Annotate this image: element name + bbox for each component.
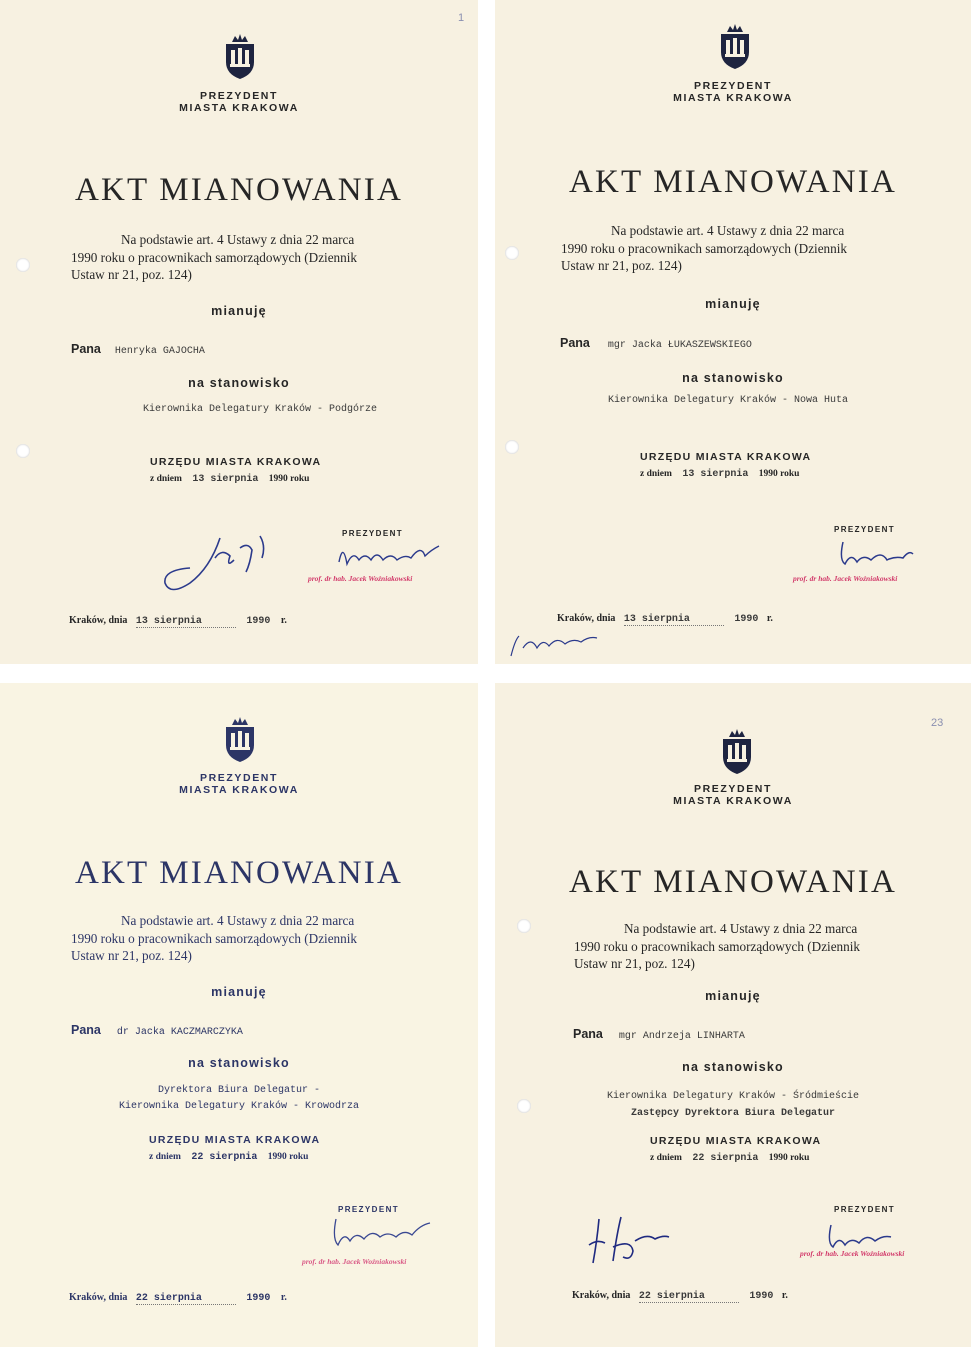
- position-label: na stanowisko: [188, 1056, 290, 1070]
- president-stamp: prof. dr hab. Jacek Woźniakowski: [308, 574, 413, 583]
- position-line: Dyrektora Biura Delegatur -: [157, 1085, 321, 1096]
- appointment-document-3: [0, 683, 478, 1347]
- issuer-line-2: MIASTA KRAKOWA: [179, 784, 299, 796]
- place-year: 1990: [749, 1291, 774, 1302]
- preamble-line: Na podstawie art. 4 Ustawy z dnia 22 marca: [121, 913, 355, 928]
- salutation: Pana: [573, 1027, 603, 1041]
- issuer-line-1: PREZYDENT: [694, 783, 772, 795]
- appointee-line: [71, 340, 205, 358]
- president-signature: [330, 1215, 435, 1251]
- place-and-date: [572, 1290, 788, 1303]
- president-label: PREZYDENT: [834, 525, 896, 534]
- issuer-line-1: PREZYDENT: [200, 772, 278, 784]
- document-title: AKT MIANOWANIA: [568, 164, 898, 200]
- place-date: 13 sierpnia: [136, 616, 236, 628]
- punch-hole: [505, 440, 519, 454]
- president-stamp: prof. dr hab. Jacek Woźniakowski: [800, 1249, 905, 1258]
- krakow-coat-of-arms-icon: [717, 22, 753, 70]
- archive-number: 23: [931, 717, 944, 729]
- place-year: 1990: [734, 614, 759, 625]
- place-prefix: Kraków, dnia: [69, 1292, 128, 1303]
- effective-date: [149, 1152, 308, 1163]
- preamble-line: 1990 roku o pracownikach samorządowych (Dziennik: [71, 930, 358, 946]
- appointee-name: mgr Jacka ŁUKASZEWSKIEGO: [607, 340, 752, 351]
- appointee-line: [573, 1025, 745, 1043]
- place-suffix: r.: [766, 613, 773, 624]
- appointee-name: mgr Andrzeja LINHARTA: [618, 1031, 745, 1042]
- president-label: PREZYDENT: [342, 529, 404, 538]
- appointee-line: [71, 1021, 243, 1039]
- place-prefix: Kraków, dnia: [572, 1290, 631, 1301]
- preamble-line: 1990 roku o pracownikach samorządowych (Dziennik: [71, 249, 358, 265]
- krakow-coat-of-arms-icon: [222, 715, 258, 763]
- effective-date-prefix: z dniem: [650, 1153, 682, 1163]
- effective-date-suffix: 1990 roku: [268, 474, 310, 484]
- place-year: 1990: [246, 1293, 271, 1304]
- punch-hole: [517, 1099, 531, 1113]
- office-name: URZĘDU MIASTA KRAKOWA: [149, 1134, 321, 1146]
- document-title: AKT MIANOWANIA: [74, 855, 404, 891]
- effective-date-value: 22 sierpnia: [191, 1152, 258, 1163]
- preamble: [71, 912, 411, 965]
- place-and-date: [69, 615, 287, 628]
- appoint-word: mianuję: [705, 989, 761, 1003]
- krakow-coat-of-arms-icon: [719, 727, 755, 775]
- preamble-line: 1990 roku o pracownikach samorządowych (Dziennik: [574, 938, 861, 954]
- place-suffix: r.: [280, 615, 287, 626]
- salutation: Pana: [71, 1023, 101, 1037]
- handwritten-note: [507, 630, 602, 660]
- salutation: Pana: [71, 342, 101, 356]
- punch-hole: [517, 919, 531, 933]
- preamble: [561, 222, 901, 275]
- effective-date-suffix: 1990 roku: [758, 469, 800, 479]
- president-label: PREZYDENT: [834, 1205, 896, 1214]
- preamble: [71, 231, 411, 284]
- preamble-line: Na podstawie art. 4 Ustawy z dnia 22 marca: [121, 232, 355, 247]
- place-suffix: r.: [781, 1290, 788, 1301]
- krakow-coat-of-arms-icon: [222, 32, 258, 80]
- place-suffix: r.: [280, 1292, 287, 1303]
- position-line: Kierownika Delegatury Kraków - Śródmieście: [606, 1091, 860, 1102]
- punch-hole: [16, 444, 30, 458]
- appoint-word: mianuję: [705, 297, 761, 311]
- effective-date-suffix: 1990 roku: [267, 1152, 309, 1162]
- appoint-word: mianuję: [211, 985, 267, 999]
- place-prefix: Kraków, dnia: [557, 613, 616, 624]
- effective-date: [640, 469, 799, 480]
- position-line: Kierownika Delegatury Kraków - Krowodrza: [118, 1101, 360, 1112]
- document-title: AKT MIANOWANIA: [74, 172, 404, 208]
- issuer-line-1: PREZYDENT: [200, 90, 278, 102]
- preamble-line: Ustaw nr 21, poz. 124): [574, 956, 695, 971]
- place-date: 22 sierpnia: [639, 1291, 739, 1303]
- place-and-date: [69, 1292, 287, 1305]
- appoint-word: mianuję: [211, 304, 267, 318]
- appointment-document-1: [0, 0, 478, 664]
- president-stamp: prof. dr hab. Jacek Woźniakowski: [302, 1257, 407, 1266]
- effective-date-prefix: z dniem: [640, 469, 672, 479]
- signature-left: [160, 528, 280, 598]
- place-year: 1990: [246, 616, 271, 627]
- preamble: [574, 920, 914, 973]
- appointment-document-2: [495, 0, 971, 664]
- place-date: 22 sierpnia: [136, 1293, 236, 1305]
- president-signature: [837, 538, 917, 572]
- office-name: URZĘDU MIASTA KRAKOWA: [650, 1135, 822, 1147]
- issuer-line-2: MIASTA KRAKOWA: [673, 795, 793, 807]
- position-block: [495, 1088, 971, 1122]
- office-name: URZĘDU MIASTA KRAKOWA: [150, 456, 322, 468]
- position-label: na stanowisko: [188, 376, 290, 390]
- effective-date-prefix: z dniem: [149, 1152, 181, 1162]
- president-label: PREZYDENT: [338, 1205, 400, 1214]
- issuer-line-1: PREZYDENT: [694, 80, 772, 92]
- effective-date-value: 13 sierpnia: [682, 469, 749, 480]
- effective-date-value: 22 sierpnia: [692, 1153, 759, 1164]
- signature-left: [583, 1211, 673, 1267]
- effective-date-value: 13 sierpnia: [192, 474, 259, 485]
- president-signature: [335, 540, 445, 570]
- preamble-line: 1990 roku o pracownikach samorządowych (Dziennik: [561, 240, 848, 256]
- place-date: 13 sierpnia: [624, 614, 724, 626]
- effective-date-suffix: 1990 roku: [768, 1153, 810, 1163]
- document-title: AKT MIANOWANIA: [568, 864, 898, 900]
- place-and-date: [557, 613, 773, 626]
- punch-hole: [16, 258, 30, 272]
- position-label: na stanowisko: [682, 1060, 784, 1074]
- salutation: Pana: [560, 336, 590, 350]
- issuer-line-2: MIASTA KRAKOWA: [673, 92, 793, 104]
- appointee-name: Henryka GAJOCHA: [114, 346, 205, 357]
- preamble-line: Ustaw nr 21, poz. 124): [561, 258, 682, 273]
- position-line: Kierownika Delegatury Kraków - Podgórze: [143, 404, 378, 415]
- president-stamp: prof. dr hab. Jacek Woźniakowski: [793, 574, 898, 583]
- issuer-line-2: MIASTA KRAKOWA: [179, 102, 299, 114]
- position-block: [0, 1083, 478, 1115]
- position-line: Kierownika Delegatury Kraków - Nowa Huta: [608, 395, 849, 406]
- effective-date: [150, 474, 309, 485]
- punch-hole: [505, 246, 519, 260]
- appointee-line: [560, 334, 752, 352]
- place-prefix: Kraków, dnia: [69, 615, 128, 626]
- archive-number: 1: [458, 12, 465, 24]
- president-signature: [825, 1221, 895, 1251]
- preamble-line: Na podstawie art. 4 Ustawy z dnia 22 marca: [611, 223, 845, 238]
- appointment-document-4: [495, 683, 971, 1347]
- appointee-name: dr Jacka KACZMARCZYKA: [116, 1027, 243, 1038]
- office-name: URZĘDU MIASTA KRAKOWA: [640, 451, 812, 463]
- effective-date-prefix: z dniem: [150, 474, 182, 484]
- position-line: Zastępcy Dyrektora Biura Delegatur: [630, 1108, 836, 1119]
- preamble-line: Ustaw nr 21, poz. 124): [71, 948, 192, 963]
- effective-date: [650, 1153, 809, 1164]
- preamble-line: Ustaw nr 21, poz. 124): [71, 267, 192, 282]
- position-label: na stanowisko: [682, 371, 784, 385]
- preamble-line: Na podstawie art. 4 Ustawy z dnia 22 marca: [624, 921, 858, 936]
